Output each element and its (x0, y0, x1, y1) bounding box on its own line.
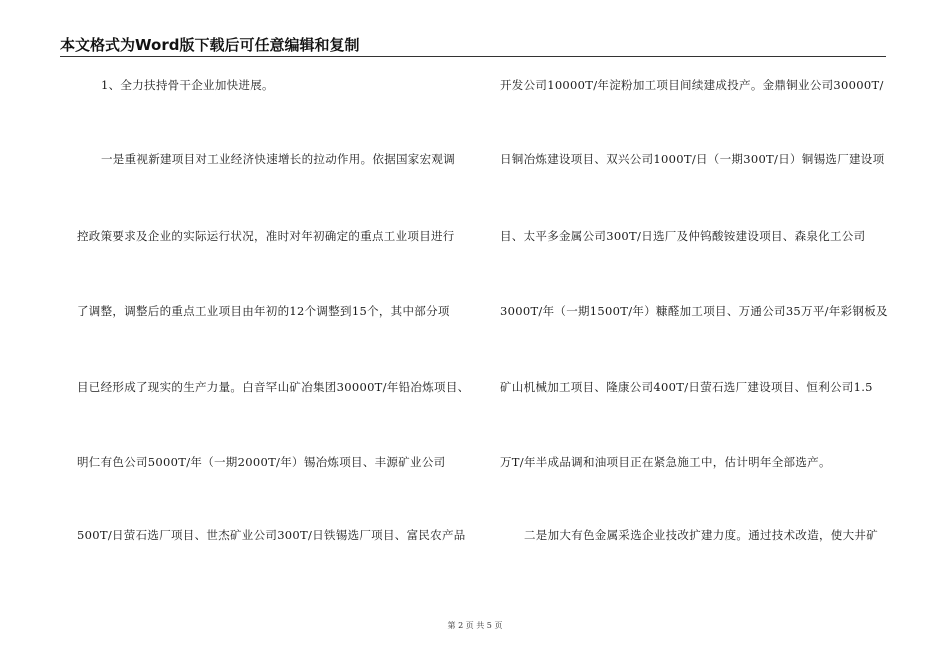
paragraph-line: 目、太平多金属公司300T/日选厂及仲钨酸铵建设项目、森泉化工公司 (500, 229, 866, 243)
paragraph-line: 目已经形成了现实的生产力量。白音罕山矿冶集团30000T/年铅冶炼项目、 (77, 380, 470, 394)
paragraph-line: 3000T/年（一期1500T/年）糠醛加工项目、万通公司35万平/年彩钢板及 (500, 304, 888, 318)
paragraph-line: 1、全力扶持骨干企业加快进展。 (101, 78, 274, 92)
header-divider (60, 56, 886, 57)
page-number: 第 2 页 共 5 页 (447, 621, 503, 630)
paragraph-line: 矿山机械加工项目、隆康公司400T/日萤石选厂建设项目、恒利公司1.5 (500, 380, 873, 394)
page-header-title: 本文格式为Word版下载后可任意编辑和复制 (60, 36, 360, 54)
paragraph-line: 500T/日萤石选厂项目、世杰矿业公司300T/日铁锡选厂项目、富民农产品 (77, 528, 466, 542)
paragraph-line: 二是加大有色金属采选企业技改扩建力度。通过技术改造，使大井矿 (524, 528, 878, 542)
paragraph-line: 控政策要求及企业的实际运行状况，准时对年初确定的重点工业项目进行 (77, 229, 455, 243)
paragraph-line: 日铜冶炼建设项目、双兴公司1000T/日（一期300T/日）铜锡选厂建设项 (500, 152, 885, 166)
paragraph-line: 万T/年半成品调和油项目正在紧急施工中，估计明年全部选产。 (500, 455, 831, 469)
paragraph-line: 开发公司10000T/年淀粉加工项目间续建成投产。金鼎铜业公司30000T/ (500, 78, 884, 92)
paragraph-line: 了调整，调整后的重点工业项目由年初的12个调整到15个，其中部分项 (77, 304, 450, 318)
paragraph-line: 一是重视新建项目对工业经济快速增长的拉动作用。依据国家宏观调 (101, 152, 455, 166)
paragraph-line: 明仁有色公司5000T/年（一期2000T/年）锡冶炼项目、丰源矿业公司 (77, 455, 446, 469)
